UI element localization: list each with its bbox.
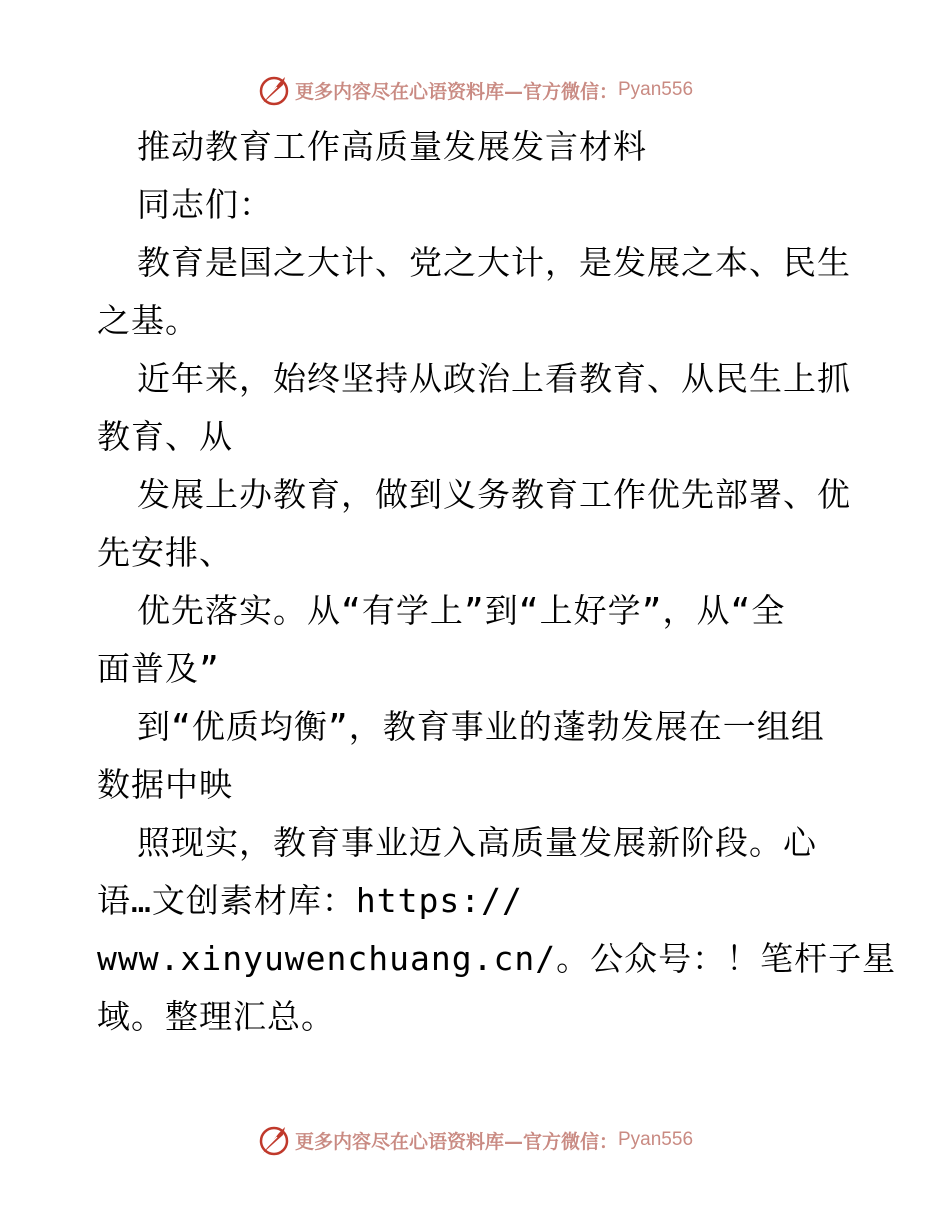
paragraph-line: 到“优质均衡”，教育事业的蓬勃发展在一组组 xyxy=(137,707,825,746)
paragraph-line: 语…文创素材库：https:// xyxy=(97,881,523,920)
paragraph-line: 数据中映 xyxy=(97,765,233,804)
quill-pen-logo-icon xyxy=(257,73,291,107)
paragraph-line: 近年来，始终坚持从政治上看教育、从民生上抓 xyxy=(137,359,851,398)
paragraph-line: 发展上办教育，做到义务教育工作优先部署、优 xyxy=(137,475,851,514)
paragraph-line: 域。整理汇总。 xyxy=(97,997,335,1036)
paragraph-line: 优先落实。从“有学上”到“上好学”，从“全 xyxy=(137,591,786,630)
document-title: 推动教育工作高质量发展发言材料 xyxy=(137,127,647,166)
footer-banner-text: 更多内容尽在心语资料库—官方微信： xyxy=(294,1130,618,1153)
quill-pen-logo-icon xyxy=(257,1123,291,1157)
header-banner-text: 更多内容尽在心语资料库—官方微信： xyxy=(294,80,618,103)
paragraph-line: 教育、从 xyxy=(97,417,233,456)
footer-wechat-id: Pyan556 xyxy=(618,1129,694,1150)
paragraph-line: 教育是国之大计、党之大计，是发展之本、民生 xyxy=(137,243,851,282)
paragraph-line: 先安排、 xyxy=(97,533,233,572)
footer-banner xyxy=(0,1120,950,1160)
header-wechat-id: Pyan556 xyxy=(618,79,694,100)
paragraph-line: 面普及” xyxy=(97,649,220,688)
paragraph-line: 照现实，教育事业迈入高质量发展新阶段。心 xyxy=(137,823,817,862)
paragraph-line: www.xinyuwenchuang.cn/。公众号：！笔杆子星 xyxy=(97,939,897,978)
paragraph-line: 之基。 xyxy=(97,301,199,340)
header-banner xyxy=(0,70,950,110)
salutation: 同志们： xyxy=(137,185,273,224)
document-body xyxy=(97,118,897,1046)
